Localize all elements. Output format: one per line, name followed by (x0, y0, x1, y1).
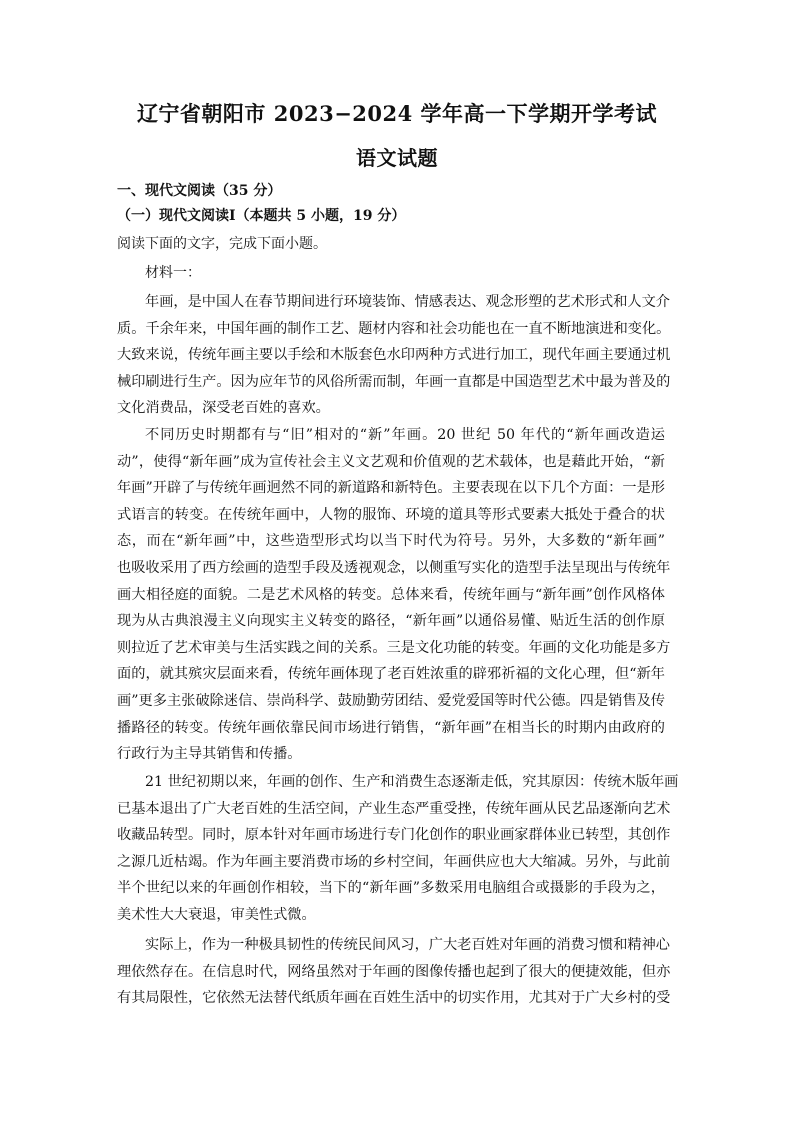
paragraph-line: 现为从古典浪漫主义向现实主义转变的路径，“新年画”以通俗易懂、贴近生活的创作原 (117, 613, 665, 630)
paragraph-line: 行政行为主导其销售和传播。 (117, 746, 302, 763)
paragraph-line: 动”，使得“新年画”成为宣传社会主义文艺观和价值观的艺术载体，也是藉此开始，“新 (117, 453, 665, 470)
paragraph-line: 年画”开辟了与传统年画迥然不同的新道路和新特色。主要表现在以下几个方面：一是形 (117, 480, 665, 497)
paragraph-line: 不同历史时期都有与“旧”相对的“新”年画。20 世纪 50 年代的“新年画改造运 (145, 427, 665, 443)
paragraph-line: 有其局限性，它依然无法替代纸质年画在百姓生活中的切实作用，尤其对于广大乡村的受 (117, 990, 671, 1007)
instruction-text: 阅读下面的文字，完成下面小题。 (117, 236, 327, 252)
paragraph-line: 质。千余年来，中国年画的制作工艺、题材内容和社会功能也在一直不断地演进和变化。 (117, 320, 671, 337)
paragraph-line: 则拉近了艺术审美与生活实践之间的关系。三是文化功能的转变。年画的文化功能是多方 (117, 639, 671, 656)
paragraph-line: 已基本退出了广大老百姓的生活空间，产业生态严重受挫，传统年画从民艺品逐渐向艺术 (117, 800, 671, 817)
paragraph-line: 半个世纪以来的年画创作相较，当下的“新年画”多数采用电脑组合或摄影的手段为之， (117, 880, 665, 897)
paragraph-line: 美术性大大衰退，审美性式微。 (117, 907, 316, 923)
paragraph-line: 理依然存在。在信息时代，网络虽然对于年画的图像传播也起到了很大的便捷效能，但亦 (117, 963, 671, 980)
paragraph-line: 画大相径庭的面貌。二是艺术风格的转变。总体来看，传统年画与“新年画”创作风格体 (117, 586, 665, 603)
exam-subtitle: 语文试题 (356, 146, 438, 170)
paragraph-line: 大致来说，传统年画主要以手绘和木版套色水印两种方式进行加工，现代年画主要通过机 (117, 347, 671, 364)
paragraph-line: 面的，就其殡灾层面来看，传统年画体现了老百姓浓重的辟邪祈福的文化心理，但“新年 (117, 666, 665, 683)
paragraph-line: 之源几近枯竭。作为年画主要消费市场的乡村空间，年画供应也大大缩减。另外，与此前 (117, 853, 671, 870)
paragraph-line: 画”更多主张破除迷信、崇尚科学、鼓励勤劳团结、爱党爱国等时代公德。四是销售及传 (117, 693, 665, 709)
material-label: 材料一： (145, 265, 201, 281)
paragraph-line: 年画，是中国人在春节期间进行环境装饰、情感表达、观念形塑的艺术形式和人文介 (145, 294, 670, 310)
paragraph-line: 也吸收采用了西方绘画的造型手段及透视观念，以侧重写实化的造型手法呈现出与传统年 (117, 560, 671, 576)
paragraph-line: 态，而在“新年画”中，这些造型形式均以当下时代为符号。另外，大多数的“新年画” (117, 533, 665, 550)
paragraph-line: 21 世纪初期以来，年画的创作、生产和消费生态逐渐走低，究其原因：传统木版年画 (145, 774, 679, 790)
section-subheading: （一）现代文阅读Ⅰ（本题共 5 小题，19 分） (117, 208, 406, 224)
section-heading: 一、现代文阅读（35 分） (117, 183, 282, 199)
paragraph-line: 实际上，作为一种极具韧性的传统民间风习，广大老百姓对年画的消费习惯和精神心 (145, 937, 670, 953)
paragraph-line: 文化消费品，深受老百姓的喜欢。 (117, 400, 330, 417)
paragraph-line: 械印刷进行生产。因为应年节的风俗所需而制，年画一直都是中国造型艺术中最为普及的 (117, 373, 671, 390)
paragraph-line: 播路径的转变。传统年画依靠民间市场进行销售，“新年画”在相当长的时期内由政府的 (117, 719, 665, 736)
paragraph-line: 收藏品转型。同时，原本针对年画市场进行专门化创作的职业画家群体业已转型，其创作 (117, 827, 671, 844)
exam-title: 辽宁省朝阳市 2023−2024 学年高一下学期开学考试 (136, 101, 658, 126)
paragraph-line: 式语言的转变。在传统年画中，人物的服饰、环境的道具等形式要素大抵处于叠合的状 (117, 506, 665, 523)
